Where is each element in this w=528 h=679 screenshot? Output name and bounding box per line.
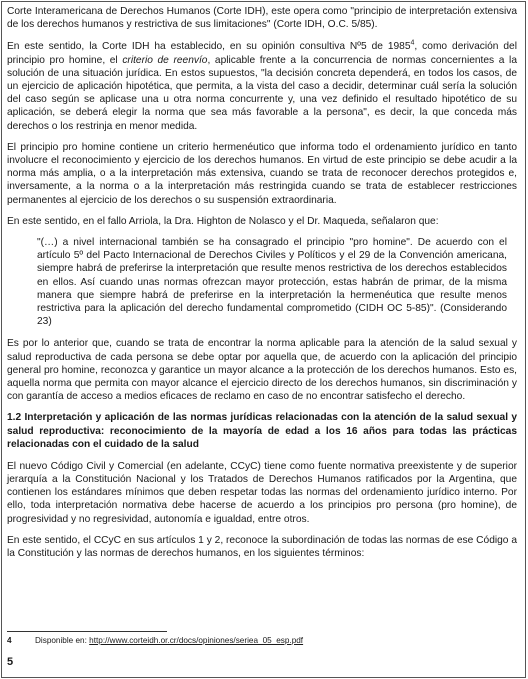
footnote [7, 635, 517, 646]
paragraph-6: El nuevo Código Civil y Comercial (en adelante, CCyC) tiene como fuente normativa preexistente y de superior jerarquía a la Constitución Nacional y los Tratados de Derechos Humanos ratificados por la Argentina, que contienen los estándares mínimos que deben respetar todas las normas del ordenamiento jurídico interno. Por ello, toda interpretación normativa debe hacerse de acuerdo a los principios pro persona (pro homine), de progresividad y no regresividad, autonomía e igualdad, entre otros. [7, 460, 517, 525]
paragraph-4: En este sentido, en el fallo Arriola, la Dra. Highton de Nolasco y el Dr. Maqueda, señalaron que: [7, 215, 439, 227]
footnote-label: Disponible en: [35, 636, 90, 645]
footnote-link[interactable]: http://www.corteidh.or.cr/docs/opiniones/seriea_05_esp.pdf [89, 636, 304, 645]
footnote-divider [7, 631, 167, 632]
italic-term: criterio de reenvío [122, 54, 208, 66]
paragraph-1: Corte Interamericana de Derechos Humanos (Corte IDH), este opera como "principio de interpretación extensiva de los derechos humanos y restrictiva de sus limitaciones" (Corte IDH, O.C. 5/85). [7, 6, 517, 31]
section-heading: 1.2 Interpretación y aplicación de las normas jurídicas relacionadas con la atención de la salud sexual y salud reproductiva: reconocimiento de la mayoría de edad a los 16 años para todas las prácticas relacionadas con el cuidado de la salud [7, 412, 517, 451]
footnote-reference: 4 [410, 40, 415, 48]
paragraph-3: El principio pro homine contiene un criterio hermenéutico que informa todo el ordenamiento jurídico en tanto involucre el reconocimiento y ejercicio de los derechos humanos. En virtud de este principio se debe acudir a la norma más amplia, o a la interpretación más extensiva, cuando se trata de reconocer derechos protegidos e, inversamente, a la norma o a la interpretación más restringida cuando se trata de establecer restricciones permanentes al ejercicio de los derechos o su suspensión extraordinaria. [7, 141, 517, 206]
paragraph-2 [7, 40, 517, 132]
block-quote: "(…) a nivel internacional también se ha consagrado el principio "pro homine". De acuerdo con el artículo 5º del Pacto Internacional de Derechos Civiles y Políticos y el 29 de la Convención americana, siempre habrá de preferirse la interpretación que resulte menos restrictiva de los derechos establecidos en ellos. Así cuando unas normas ofrezcan mayor protección, estas habrán de primar, de la misma manera que siempre habrá de preferirse en la interpretación la hermenéutica que resulte menos restrictiva para la aplicación del derecho fundamental comprometido (CIDH OC 5-85)". (Considerando 23) [37, 237, 507, 328]
paragraph-2-part-b: , como derivación del principio pro homine, el [7, 41, 517, 66]
main-text [7, 5, 517, 568]
paragraph-7: En este sentido, el CCyC en sus artículos 1 y 2, reconoce la subordinación de todas las normas de ese Código a la Constitución y las normas de derechos humanos, en los siguientes términos: [7, 534, 517, 559]
paragraph-5: Es por lo anterior que, cuando se trata de encontrar la norma aplicable para la atención de la salud sexual y salud reproductiva de cada persona se debe optar por aquella que, de acuerdo con la aplicación del principio general pro homine, reconozca y garantice un mayor alcance a la protección de los derechos humanos. Esto es, aquella norma que permita con mayor alcance el ejercicio directo de los derechos humanos, sin discriminación y con garantía de acceso a medios eficaces de reclamo en caso de no encontrar satisfecho el derecho. [7, 338, 517, 403]
footnote-number: 4 [7, 636, 12, 645]
paragraph-2-part-a: En este sentido, la Corte IDH ha establecido, en su opinión consultiva Nº5 de 1985 [7, 41, 411, 53]
paragraph-2-part-c: , aplicable frente a la concurrencia de normas concernientes a la solución de una situación jurídica. En estos supuestos, "la decisión concreta dependerá, en todos los casos, de un ejercicio de aplicación hipotética, que permita, a la vista del caso a decidir, determinar cuál sería la solución del caso según se aplicase una u otra norma concurrente y, una vez definido el resultado hipotético de su aplicación, se deberá elegir la norma que sea más favorable a la persona", es decir, la que conceda más derechos o los restrinja en menor medida. [7, 54, 517, 132]
page-number: 5 [7, 656, 14, 668]
